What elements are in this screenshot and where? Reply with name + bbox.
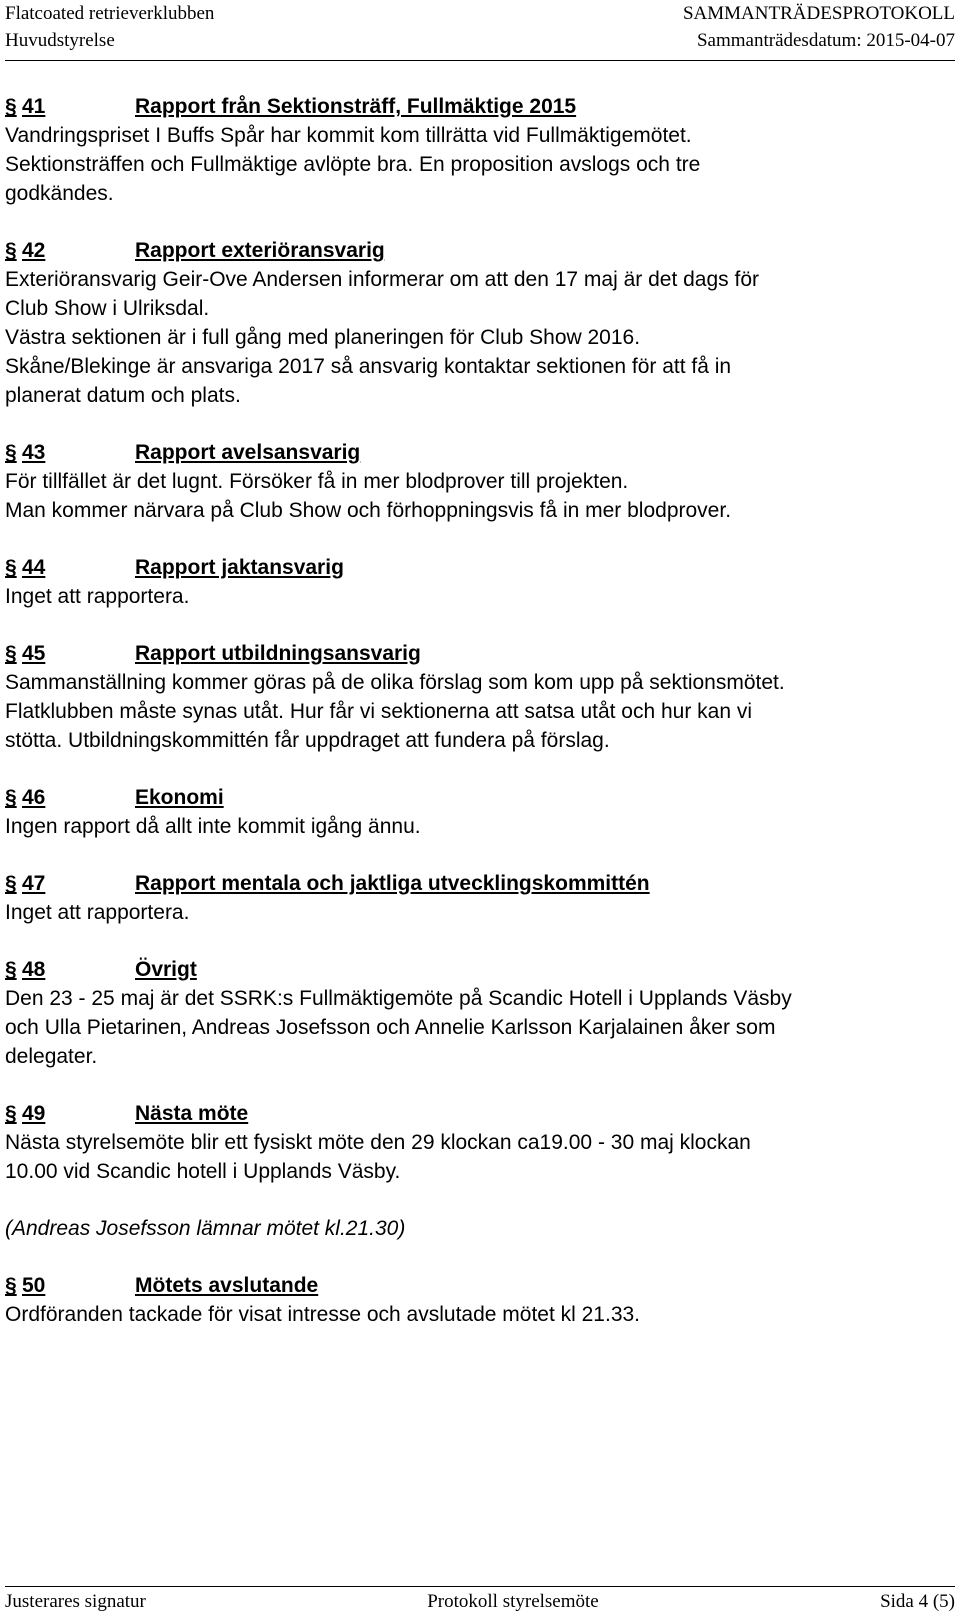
section-heading	[5, 1271, 955, 1300]
section-text-line: Sammanställning kommer göras på de olika förslag som kom upp på sektionsmötet.	[5, 671, 785, 694]
section-number: 49	[22, 1102, 46, 1125]
paragraph-sign-icon: §	[5, 642, 17, 665]
section-text-line: Ingen rapport då allt inte kommit igång ännu.	[5, 815, 421, 838]
section-text-line: Man kommer närvara på Club Show och förhoppningsvis få in mer blodprover.	[5, 499, 732, 522]
section-heading	[5, 553, 955, 582]
section-heading	[5, 869, 955, 898]
section-text-line: Nästa styrelsemöte blir ett fysiskt möte den 29 klockan ca19.00 - 30 maj klockan	[5, 1131, 751, 1154]
paragraph-sign-icon: §	[5, 1274, 17, 1297]
board-name: Huvudstyrelse	[5, 30, 115, 51]
section-note: (Andreas Josefsson lämnar mötet kl.21.30)	[5, 1217, 406, 1240]
section-number: 44	[22, 556, 46, 579]
protocol-section-43	[5, 438, 955, 525]
paragraph-sign-icon: §	[5, 958, 17, 981]
section-text-line: Skåne/Blekinge är ansvariga 2017 så ansvarig kontaktar sektionen för att få in	[5, 355, 732, 378]
section-heading	[5, 639, 955, 668]
section-text-line: Den 23 - 25 maj är det SSRK:s Fullmäktigemöte på Scandic Hotell i Upplands Väsby	[5, 987, 792, 1010]
page-number: Sida 4 (5)	[880, 1591, 955, 1612]
section-text-line: 10.00 vid Scandic hotell i Upplands Väsby.	[5, 1160, 401, 1183]
section-text-line: Vandringspriset I Buffs Spår har kommit kom tillrätta vid Fullmäktigemötet.	[5, 124, 692, 147]
paragraph-sign-icon: §	[5, 556, 17, 579]
section-text-line: Inget att rapportera.	[5, 585, 190, 608]
section-number: 46	[22, 786, 46, 809]
protocol-content	[5, 92, 955, 1329]
section-text-line: Inget att rapportera.	[5, 901, 190, 924]
section-text-line: Västra sektionen är i full gång med planeringen för Club Show 2016.	[5, 326, 641, 349]
section-heading	[5, 783, 955, 812]
section-title: Nästa möte	[135, 1102, 249, 1125]
section-text-line: Sektionsträffen och Fullmäktige avlöpte bra. En proposition avslogs och tre	[5, 153, 701, 176]
page-header	[5, 0, 955, 61]
section-number: 50	[22, 1274, 46, 1297]
section-title: Rapport jaktansvarig	[135, 556, 344, 579]
section-text-line: Flatklubben måste synas utåt. Hur får vi sektionerna att satsa utåt och hur kan vi	[5, 700, 753, 723]
section-heading	[5, 236, 955, 265]
section-title: Rapport avelsansvarig	[135, 441, 361, 464]
protocol-section-50	[5, 1271, 955, 1329]
section-heading	[5, 438, 955, 467]
section-title: Rapport utbildningsansvarig	[135, 642, 421, 665]
section-number: 42	[22, 239, 46, 262]
header-row-2	[5, 27, 955, 54]
protocol-label: Protokoll styrelsemöte	[427, 1591, 599, 1612]
protocol-section-46	[5, 783, 955, 841]
section-text-line: godkändes.	[5, 182, 114, 205]
section-title: Rapport exteriöransvarig	[135, 239, 385, 262]
section-number: 48	[22, 958, 46, 981]
section-title: Ekonomi	[135, 786, 224, 809]
protocol-section-44	[5, 553, 955, 611]
section-title: Rapport mentala och jaktliga utvecklingskommittén	[135, 872, 650, 895]
paragraph-sign-icon: §	[5, 239, 17, 262]
section-text-line: planerat datum och plats.	[5, 384, 241, 407]
section-text-line: För tillfället är det lugnt. Försöker få in mer blodprover till projekten.	[5, 470, 629, 493]
section-heading	[5, 1099, 955, 1128]
section-text-line: Exteriöransvarig Geir-Ove Andersen informerar om att den 17 maj är det dags för	[5, 268, 760, 291]
paragraph-sign-icon: §	[5, 786, 17, 809]
header-row-1	[5, 0, 955, 27]
protocol-section-49	[5, 1099, 955, 1243]
organization-name: Flatcoated retrieverklubben	[5, 3, 215, 24]
section-text-line: Ordföranden tackade för visat intresse och avslutade mötet kl 21.33.	[5, 1303, 641, 1326]
protocol-section-48	[5, 955, 955, 1071]
protocol-section-45	[5, 639, 955, 755]
section-heading	[5, 955, 955, 984]
paragraph-sign-icon: §	[5, 441, 17, 464]
section-number: 41	[22, 95, 46, 118]
protocol-section-42	[5, 236, 955, 410]
paragraph-sign-icon: §	[5, 1102, 17, 1125]
section-number: 45	[22, 642, 46, 665]
signature-label: Justerares signatur	[5, 1591, 146, 1612]
protocol-section-41	[5, 92, 955, 208]
section-number: 47	[22, 872, 46, 895]
paragraph-sign-icon: §	[5, 95, 17, 118]
document-type: SAMMANTRÄDESPROTOKOLL	[682, 3, 955, 24]
page-footer	[5, 1586, 955, 1617]
paragraph-sign-icon: §	[5, 872, 17, 895]
section-text-line: delegater.	[5, 1045, 98, 1068]
protocol-section-47	[5, 869, 955, 927]
section-text-line: stötta. Utbildningskommittén får uppdraget att fundera på förslag.	[5, 729, 610, 752]
section-text-line: och Ulla Pietarinen, Andreas Josefsson och Annelie Karlsson Karjalainen åker som	[5, 1016, 776, 1039]
section-heading	[5, 92, 955, 121]
section-title: Övrigt	[135, 958, 197, 981]
section-number: 43	[22, 441, 46, 464]
section-title: Rapport från Sektionsträff, Fullmäktige 2015	[135, 95, 577, 118]
section-title: Mötets avslutande	[135, 1274, 319, 1297]
section-text-line: Club Show i Ulriksdal.	[5, 297, 210, 320]
meeting-date: Sammanträdesdatum: 2015-04-07	[696, 30, 955, 51]
